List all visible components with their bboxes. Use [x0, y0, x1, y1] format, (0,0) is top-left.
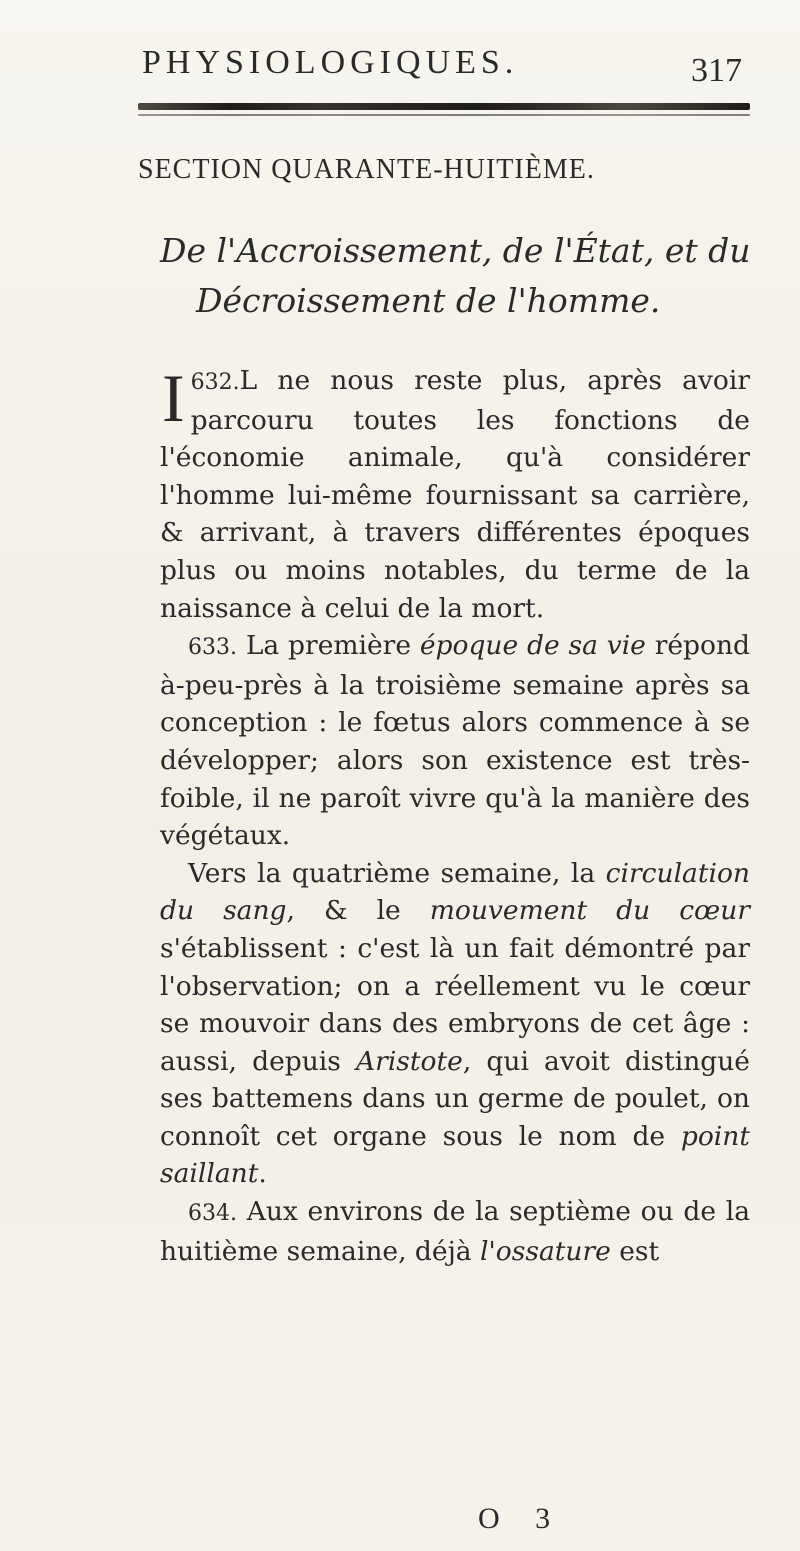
paragraph-633-continued: [160, 855, 750, 1193]
ornamental-rule: [138, 103, 750, 110]
emphasis: circulation du sang: [160, 857, 750, 927]
paragraph-text: répond à-peu-près à la troisième semaine après sa conception : le fœtus alors commence à se développer; alors son existence est très-foible, il ne paroît vivre qu'à la manière des végétaux.: [160, 630, 750, 852]
drop-cap: I: [162, 360, 185, 436]
emphasis: point saillant: [160, 1120, 750, 1190]
section-subtitle: [160, 226, 760, 326]
paragraph-text: , qui avoit distingué ses battemens dans un germe de poulet, on connoît cet organe sous le nom de: [160, 1045, 750, 1152]
subtitle-line-1: De l'Accroissement, de l'État, et du: [160, 231, 751, 270]
paragraph-text: est: [610, 1235, 660, 1267]
running-head-title: PHYSIOLOGIQUES.: [142, 44, 519, 81]
emphasis: l'ossature: [480, 1235, 611, 1267]
emphasis: mouvement du cœur: [429, 895, 750, 927]
running-head: [142, 34, 742, 94]
paragraph-632: [160, 362, 750, 627]
paragraph-text: Vers la quatrième semaine, la: [188, 857, 606, 889]
section-title: SECTION QUARANTE-HUITIÈME.: [138, 154, 595, 185]
paragraph-number: 633.: [188, 635, 237, 661]
paragraph-text: L ne nous reste plus, après avoir parcouru toutes les fonctions de l'économie animale, qu'à considérer l'homme lui-même fournissant sa carrière, & arrivant, à travers différentes époques plus ou moins notables, du terme de la naissance à celui de la mort.: [160, 365, 750, 624]
emphasis: époque de sa vie: [419, 630, 646, 662]
page-number: 317: [691, 52, 742, 89]
paragraph-633: [160, 627, 750, 855]
paragraph-text: Aux environs de la septième ou de la huitième semaine, déjà: [160, 1196, 750, 1267]
paragraph-number: 632.: [190, 370, 240, 395]
body-text: [160, 362, 750, 1270]
paragraph-number: 634.: [188, 1201, 237, 1227]
paragraph-634: [160, 1193, 750, 1270]
paragraph-text: .: [258, 1158, 267, 1190]
ornamental-rule-thin: [138, 114, 750, 116]
paragraph-text: La première: [245, 630, 420, 662]
signature-mark: O 3: [478, 1502, 565, 1535]
emphasis: Aristote: [356, 1045, 463, 1077]
subtitle-line-2: Décroissement de l'homme.: [196, 281, 661, 320]
paragraph-text: s'établissent : c'est là un fait démontré par l'observation; on a réellement vu le cœur se mouvoir dans des embryons de cet âge : aussi, depuis: [160, 932, 750, 1077]
paragraph-text: , & le: [286, 895, 430, 927]
